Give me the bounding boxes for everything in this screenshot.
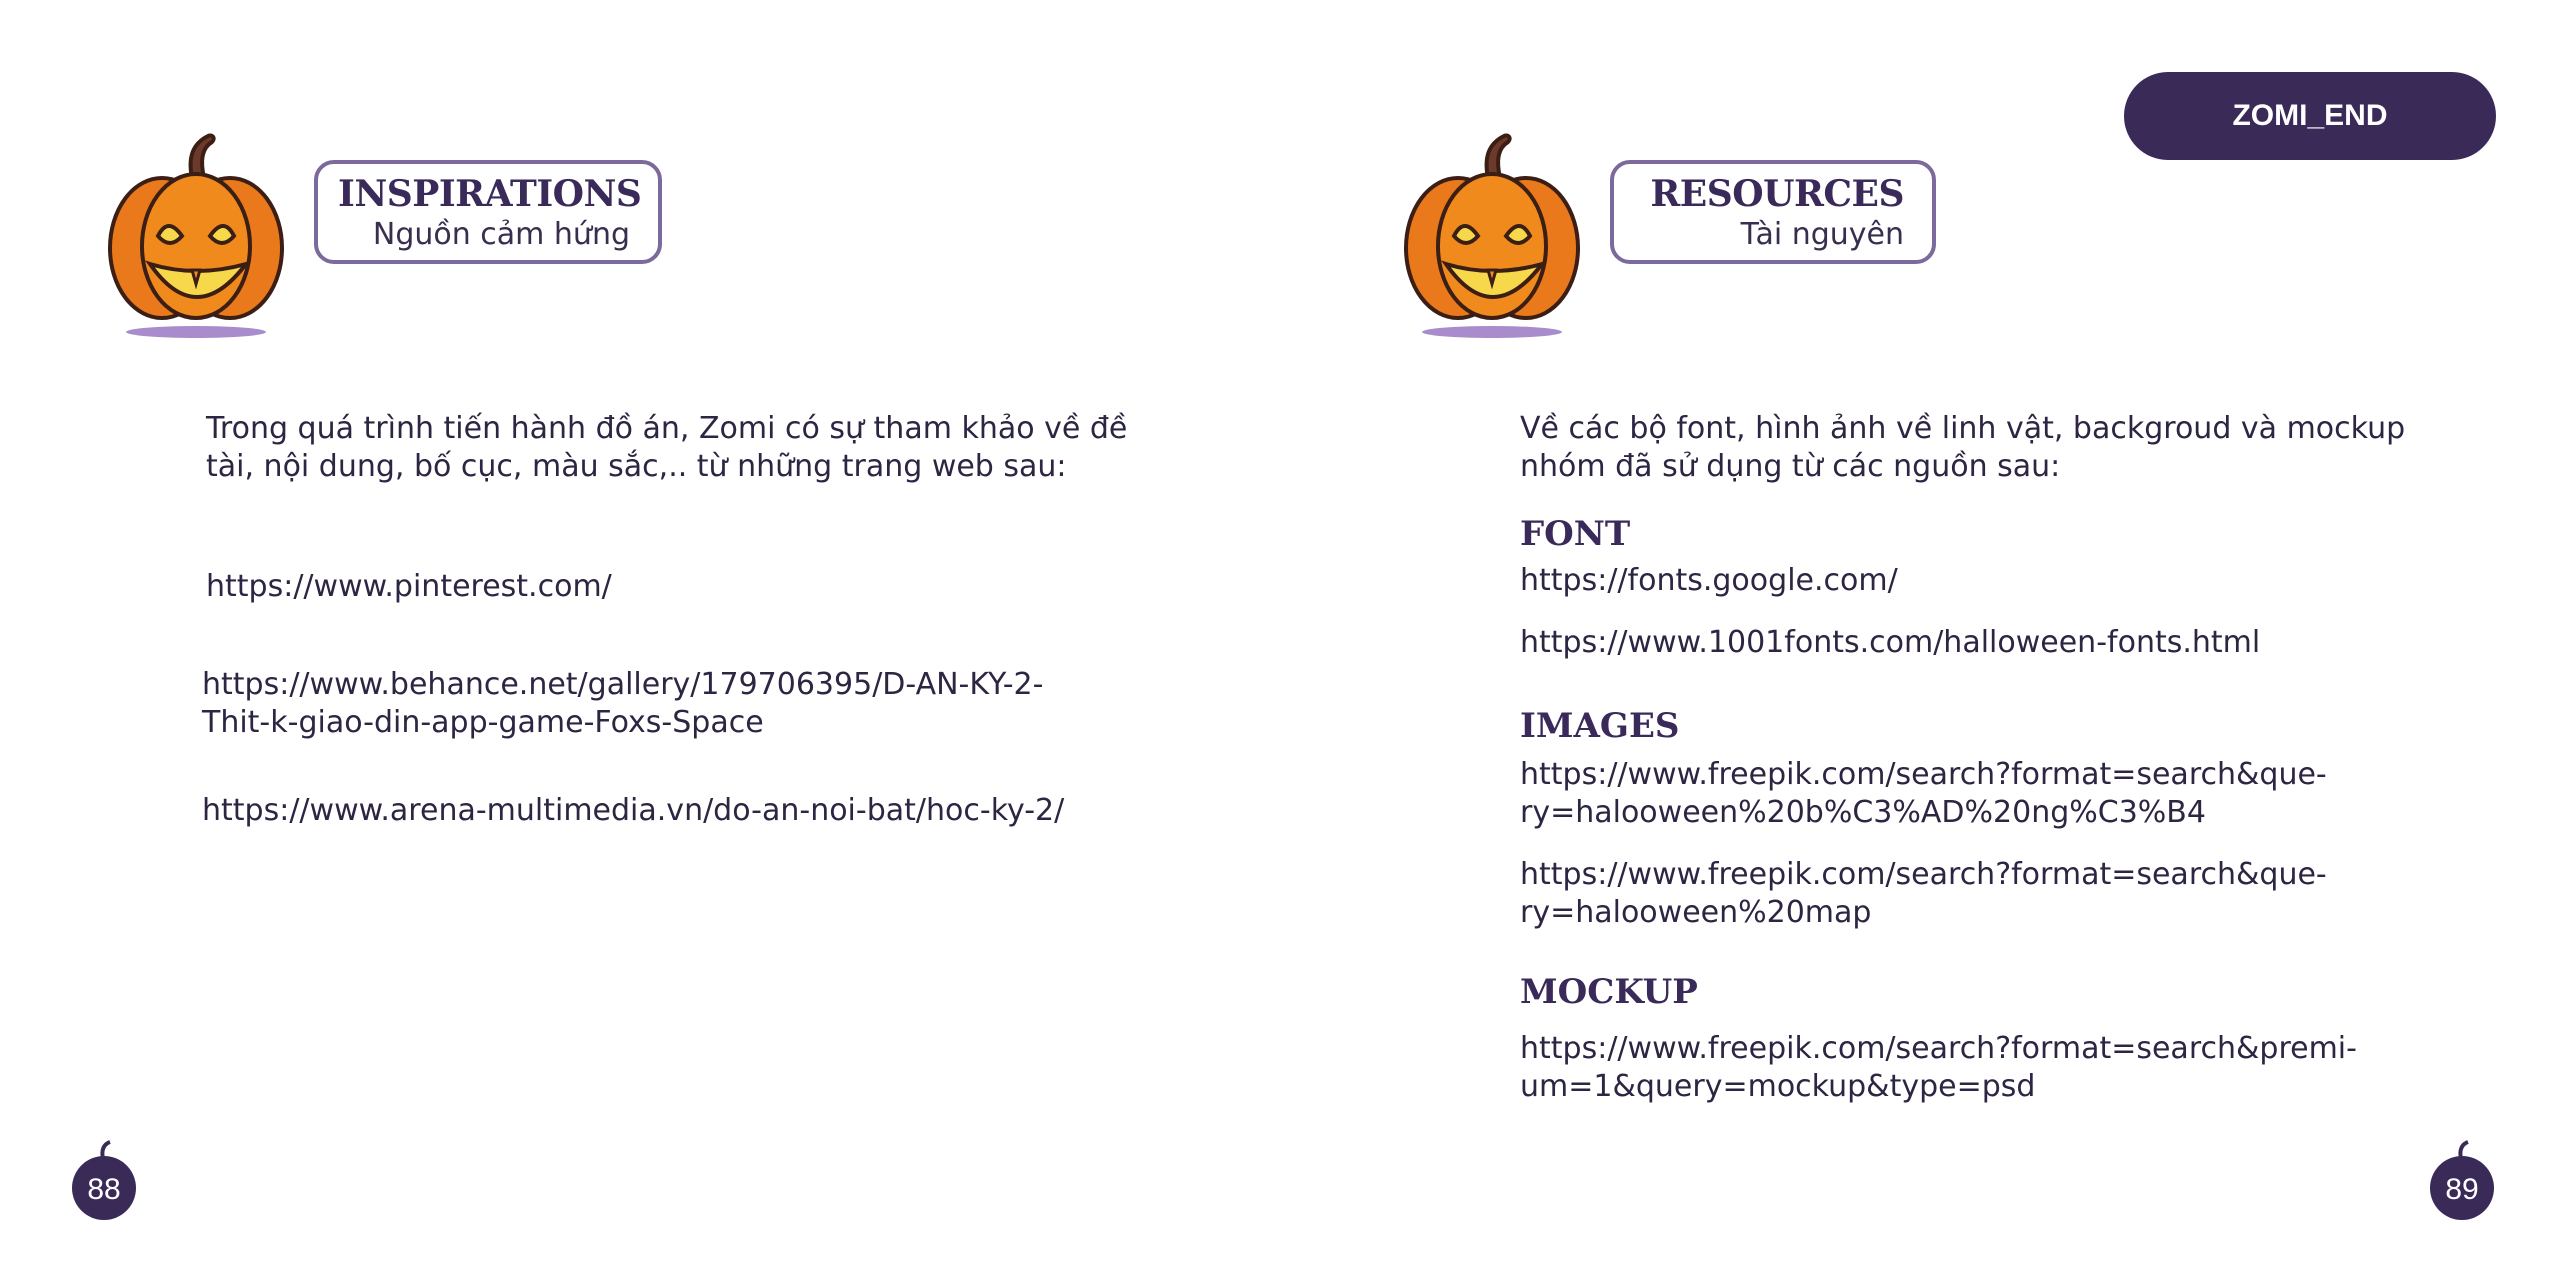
- font-heading: FONT: [1520, 514, 1631, 554]
- freepik-map-link-line-2[interactable]: ry=halooween%20map: [1520, 895, 1872, 930]
- images-heading: IMAGES: [1520, 706, 1680, 746]
- behance-link-line-1[interactable]: https://www.behance.net/gallery/179706395/D-AN-KY-2-: [202, 667, 1044, 702]
- pumpkin-mascot-icon: [96, 118, 296, 348]
- section-title-box: [314, 160, 662, 264]
- intro-text-line-2: tài, nội dung, bố cục, màu sắc,.. từ những trang web sau:: [206, 449, 1067, 484]
- mockup-heading: MOCKUP: [1520, 972, 1698, 1012]
- pinterest-link[interactable]: https://www.pinterest.com/: [206, 569, 612, 604]
- freepik-map-link-line-1[interactable]: https://www.freepik.com/search?format=search&que-: [1520, 857, 2327, 892]
- section-title-box: [1610, 160, 1936, 264]
- freepik-mockup-link-line-1[interactable]: https://www.freepik.com/search?format=search&premi-: [1520, 1031, 2357, 1066]
- behance-link-line-2[interactable]: Thit-k-giao-din-app-game-Foxs-Space: [202, 705, 764, 740]
- intro-text-line-1: Trong quá trình tiến hành đồ án, Zomi có sự tham khảo về đề: [206, 411, 1128, 446]
- freepik-mockup-link-line-2[interactable]: um=1&query=mockup&type=psd: [1520, 1069, 2036, 1104]
- right-page: [1280, 0, 2560, 1280]
- google-fonts-link[interactable]: https://fonts.google.com/: [1520, 563, 1898, 598]
- page-title: INSPIRATIONS: [338, 173, 642, 215]
- pumpkin-mascot-icon: [1392, 118, 1592, 348]
- page-number: 88: [87, 1173, 121, 1206]
- page-subtitle: Tài nguyên: [1740, 217, 1904, 252]
- page-title: RESOURCES: [1650, 173, 1904, 215]
- page-number-badge: [2428, 1140, 2496, 1220]
- page-number-badge: [70, 1140, 138, 1220]
- intro-text-line-1: Về các bộ font, hình ảnh về linh vật, backgroud và mockup: [1520, 411, 2406, 446]
- page-subtitle: Nguồn cảm hứng: [372, 217, 630, 252]
- arena-link[interactable]: https://www.arena-multimedia.vn/do-an-noi-bat/hoc-ky-2/: [202, 793, 1065, 828]
- page-number: 89: [2445, 1173, 2479, 1206]
- freepik-pumpkin-link-line-1[interactable]: https://www.freepik.com/search?format=search&que-: [1520, 757, 2327, 792]
- intro-text-line-2: nhóm đã sử dụng từ các nguồn sau:: [1520, 449, 2061, 484]
- zomi-end-tag: ZOMI_END: [2124, 72, 2496, 160]
- 1001fonts-link[interactable]: https://www.1001fonts.com/halloween-fonts.html: [1520, 625, 2261, 660]
- freepik-pumpkin-link-line-2[interactable]: ry=halooween%20b%C3%AD%20ng%C3%B4: [1520, 795, 2206, 830]
